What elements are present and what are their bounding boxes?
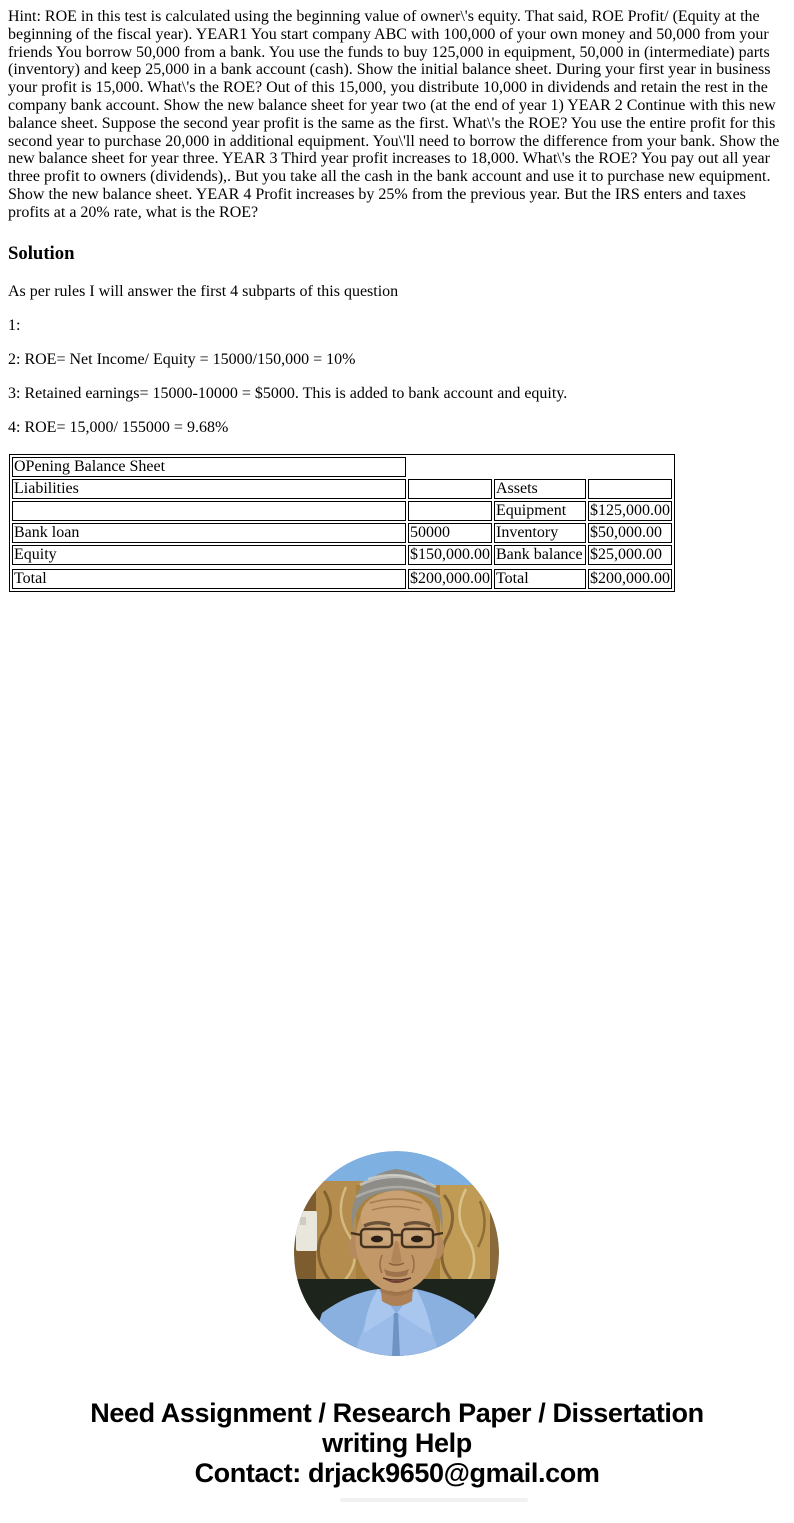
bank-balance-label-cell: Bank balance	[494, 545, 586, 565]
balance-cell	[588, 479, 672, 499]
total-assets-value-cell: $200,000.00	[590, 570, 670, 587]
table-row	[12, 457, 672, 477]
balance-cell	[408, 501, 492, 521]
assets-header-cell: Assets	[494, 479, 586, 499]
solution-point: 1:	[8, 317, 21, 334]
liabilities-header-cell: Liabilities	[12, 479, 406, 499]
equity-value-cell: $150,000.00	[410, 546, 490, 563]
portrait-photo-graphic	[294, 1151, 499, 1356]
footer-heading-line1: Need Assignment / Research Paper / Dissertation	[90, 1398, 704, 1428]
footer-contact: Contact: drjack9650@gmail.com	[194, 1458, 600, 1488]
equipment-value-cell: $125,000.00	[590, 502, 670, 519]
bank-loan-value-cell: 50000	[408, 523, 492, 543]
table-row	[12, 545, 672, 565]
question-hint-paragraph: Hint: ROE in this test is calculated using the beginning value of owner\'s equity. That said, ROE Profit/ (Equity at the beginning of the fiscal year). YEAR1 You start company ABC with 100,000 of your own money and 50,000 from your friends You borrow 50,000 from a bank. You use the funds to buy 125,000 in equipment, 50,000 in (intermediate) parts (inventory) and keep 25,000 in a bank account (cash). Show the initial balance sheet. During your first year in business your profit is 15,000. What\'s the ROE? Out of this 15,000, you distribute 10,000 in dividends and retain the rest in the company bank account. Show the new balance sheet for year two (at the end of year 1) YEAR 2 Continue with this new balance sheet. Suppose the second year profit is the same as the first. What\'s the ROE? You use the entire profit for this second year to purchase 20,000 in additional equipment. You\'ll need to borrow the difference from your bank. Show the new balance sheet for year three. YEAR 3 Third year profit increases to 18,000. What\'s the ROE? You pay out all year three profit to owners (dividends),. But you take all the cash in the bank account and use it to purchase new equipment. Show the new balance sheet. YEAR 4 Profit increases by 25% from the previous year. But the IRS enters and taxes profits at a 20% rate, what is the ROE?	[8, 8, 780, 221]
solution-point: 3: Retained earnings= 15000-10000 = $5000. This is added to bank account and equity.	[8, 385, 568, 402]
balance-sheet-title-cell: OPening Balance Sheet	[12, 457, 406, 477]
table-row	[12, 569, 672, 589]
footer-promo	[0, 1398, 794, 1488]
footer-heading-line2: writing Help	[322, 1428, 472, 1458]
opening-balance-sheet-table	[9, 454, 675, 592]
equity-label-cell: Equity	[12, 545, 406, 565]
solution-point: 4: ROE= 15,000/ 155000 = 9.68%	[8, 419, 229, 436]
total-label-cell: Total	[494, 569, 586, 589]
table-row	[12, 523, 672, 543]
portrait-photo	[294, 1151, 499, 1356]
balance-cell	[12, 501, 406, 521]
bank-balance-value-cell: $25,000.00	[588, 545, 672, 565]
faint-divider	[340, 1498, 528, 1502]
equipment-label-cell: Equipment	[494, 501, 586, 521]
total-liabilities-value-cell: $200,000.00	[410, 570, 490, 587]
balance-table	[9, 454, 675, 592]
table-row	[12, 479, 672, 499]
solution-point: 2: ROE= Net Income/ Equity = 15000/150,000 = 10%	[8, 351, 356, 368]
solution-intro: As per rules I will answer the first 4 subparts of this question	[8, 283, 399, 300]
total-label-cell: Total	[12, 569, 406, 589]
solution-heading: Solution	[8, 243, 75, 264]
inventory-value-cell: $50,000.00	[588, 523, 672, 543]
balance-cell	[408, 479, 492, 499]
inventory-label-cell: Inventory	[494, 523, 586, 543]
table-row	[12, 501, 672, 521]
bank-loan-label-cell: Bank loan	[12, 523, 406, 543]
